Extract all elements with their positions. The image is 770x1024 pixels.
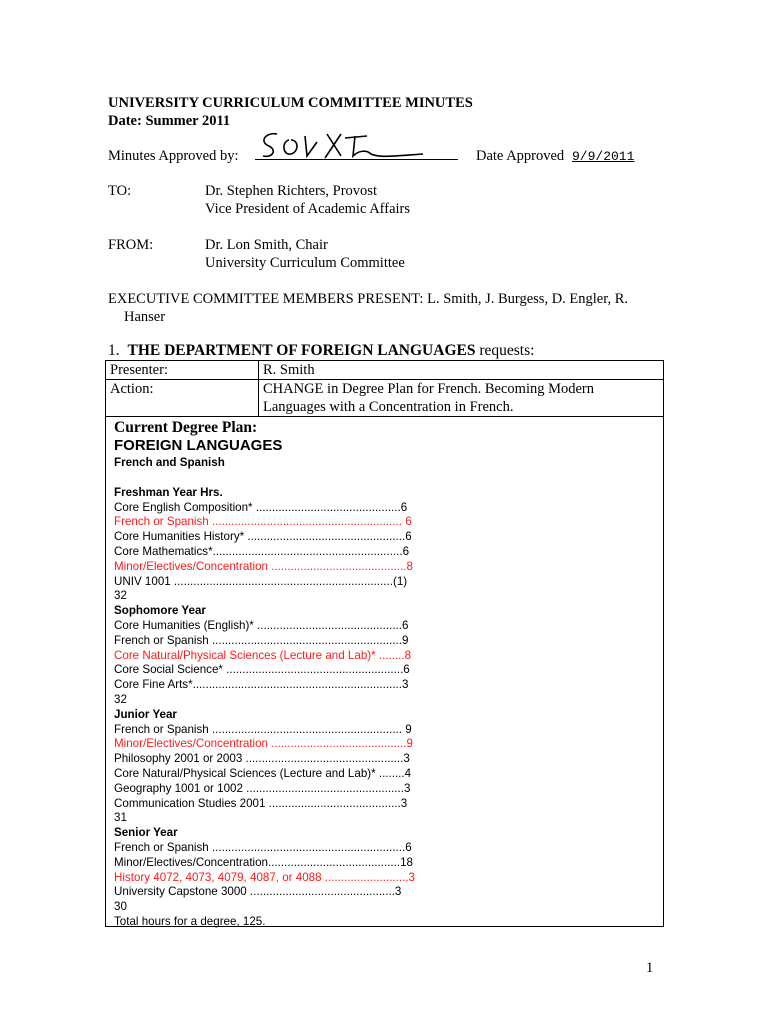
plan-title: FOREIGN LANGUAGES	[114, 437, 283, 454]
item-heading	[108, 342, 534, 360]
plan-section-heading: Freshman Year Hrs.	[114, 485, 223, 499]
title: UNIVERSITY CURRICULUM COMMITTEE MINUTES	[108, 95, 473, 111]
to-label: TO:	[108, 183, 132, 199]
page-number: 1	[646, 960, 654, 976]
plan-line: 32	[114, 589, 127, 603]
plan-section-heading: Sophomore Year	[114, 604, 206, 618]
plan-line: Core English Composition* .............................................6	[114, 500, 408, 514]
presenter-label: Presenter:	[106, 361, 259, 380]
signature	[255, 128, 425, 164]
item-suffix: requests:	[475, 342, 535, 359]
plan-line: French or Spanish ........................................................... 9	[114, 722, 412, 736]
plan-line: UNIV 1001 ....................................................................(1)	[114, 574, 408, 588]
plan-line: Core Natural/Physical Sciences (Lecture and Lab)* ........8	[114, 648, 412, 662]
plan-line: Core Social Science* .......................................................6	[114, 663, 410, 677]
to-line2: Vice President of Academic Affairs	[205, 201, 411, 217]
plan-line: History 4072, 4073, 4079, 4087, or 4088 ..........................3	[114, 870, 415, 884]
approved-by-label: Minutes Approved by:	[108, 148, 239, 164]
plan-line: University Capstone 3000 .............................................3	[114, 885, 402, 899]
from-label: FROM:	[108, 237, 154, 253]
plan-line: Communication Studies 2001 .........................................3	[114, 796, 408, 810]
plan-line: Minor/Electives/Concentration ..........................................9	[114, 737, 413, 751]
plan-line: 30	[114, 900, 127, 914]
degree-plan-box	[105, 417, 664, 927]
plan-line: Total hours for a degree, 125.	[114, 914, 266, 928]
presenter-value: R. Smith	[259, 361, 664, 380]
presenter-action-table	[105, 360, 664, 417]
from-line1: Dr. Lon Smith, Chair	[205, 237, 328, 253]
plan-line	[114, 471, 415, 486]
to-line1: Dr. Stephen Richters, Provost	[205, 183, 377, 199]
action-value	[259, 380, 664, 417]
plan-section-heading: Senior Year	[114, 826, 178, 840]
item-dept: THE DEPARTMENT OF FOREIGN LANGUAGES	[127, 342, 476, 359]
plan-line: 31	[114, 811, 127, 825]
from-line2: University Curriculum Committee	[205, 255, 405, 271]
plan-line: Core Humanities History* .................................................6	[114, 530, 412, 544]
members-line2: Hanser	[124, 309, 166, 325]
meeting-date: Date: Summer 2011	[108, 113, 231, 129]
plan-lines	[114, 471, 415, 930]
item-number: 1.	[108, 342, 120, 359]
plan-line: Geography 1001 or 1002 .................................................3	[114, 781, 411, 795]
plan-subtitle: French and Spanish	[114, 456, 225, 469]
plan-line: Core Mathematics*...........................................................6	[114, 544, 410, 558]
plan-line: French or Spanish ............................................................6	[114, 840, 412, 854]
plan-line: Core Natural/Physical Sciences (Lecture and Lab)* ........4	[114, 766, 412, 780]
plan-heading: Current Degree Plan:	[114, 419, 258, 436]
action-label: Action:	[106, 380, 259, 417]
plan-line: French or Spanish ...........................................................9	[114, 633, 409, 647]
members-line1: EXECUTIVE COMMITTEE MEMBERS PRESENT: L. Smith, J. Burgess, D. Engler, R.	[108, 291, 629, 307]
plan-line: Minor/Electives/Concentration.........................................18	[114, 855, 413, 869]
action-line1: CHANGE in Degree Plan for French. Becoming Modern	[263, 381, 595, 397]
plan-line: Core Fine Arts*.................................................................3	[114, 678, 409, 692]
plan-line: Minor/Electives/Concentration ..........................................8	[114, 559, 413, 573]
plan-line: Philosophy 2001 or 2003 .................................................3	[114, 752, 410, 766]
date-approved-label: Date Approved	[476, 148, 565, 164]
plan-line: Core Humanities (English)* .............................................6	[114, 618, 409, 632]
plan-section-heading: Junior Year	[114, 707, 177, 721]
date-approved-value: 9/9/2011	[572, 149, 635, 164]
plan-line: French or Spanish ........................................................... 6	[114, 515, 412, 529]
action-line2: Languages with a Concentration in French.	[263, 399, 514, 415]
plan-line: 32	[114, 692, 127, 706]
